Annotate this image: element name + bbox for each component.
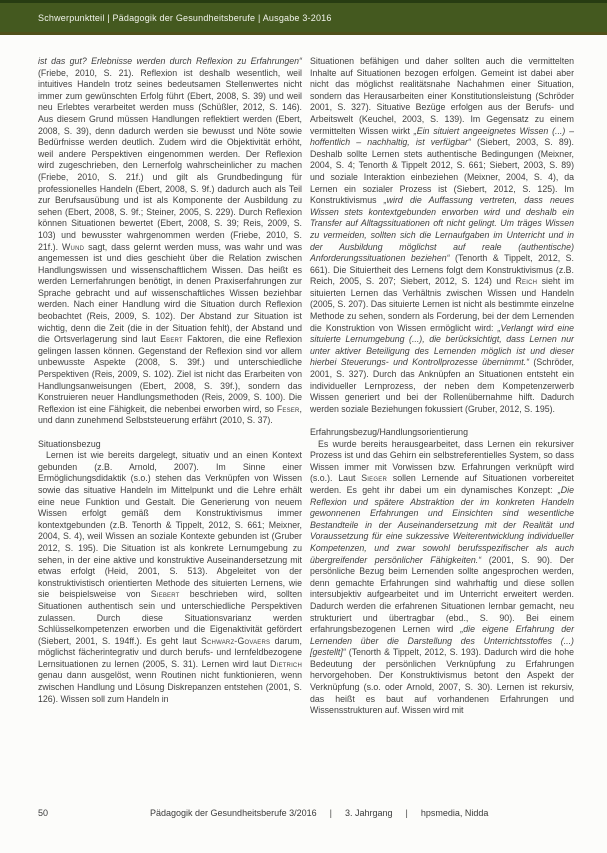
text-segment: Lernen ist wie bereits dargelegt, situativ und an einen Kontext gebunden (z.B. Arnold, 2007). Im Sinne einer Ermöglichungsdidaktik (s.o.) stehen das Verknüpfen von Wissen sowie das situative Handeln im Mittelpunkt und die Lehre erhält eine neue Funktion und Gestalt. Die Generierung von neuem Wissen erfolgt gemäß dem Konstruktivismus immer kontextgebunden (z.B. Tenorth & Tippelt, 2012, S. 661; Meixner, 2004, S. 4), weil Wissen an soziale Kontexte gebunden ist (Gruber 2012, S. 195). Die Situation ist als konkrete Lernumgebung zu sehen, in der eine aktive und konstruktive Auseinandersetzung mit etwas erfolgt (Heid, 2001, S. 513). Abgeleitet von der konstruktivistisch orientierten Methode des situierten Lernens, wie sie beispielsweise von [38, 450, 302, 600]
text-segment: Reich [515, 276, 538, 287]
text-segment: Schwarz-Govaers [200, 635, 271, 646]
text-segment: Situationen befähigen und daher sollten auch die vermittelten Inhalte auf Situationen bezogen erfolgen. Gemeint ist dabei aber nicht das möglichst realitätsnahe Nachahmen einer Situation, sondern das Herausarbeiten einer Konstitutionsleistung (Schröder 2001, S. 327). Situative Bezüge erfolgen aus der Berufs- und Arbeitswelt (Keuchel, 2003, S. 139). Im Gegensatz zu einem vermittelten Wissen wirkt [310, 56, 574, 136]
running-head: Schwerpunktteil | Pädagogik der Gesundheitsberufe | Ausgabe 3-2016 [38, 12, 332, 23]
text-segment: sagt, dass gelernt werden muss, was wahr und was angemessen ist und dies geschieht über die Relation zwischen Handlungswissen und wissenschaftlichem Wissen. Das heißt es werden Lernerfahrungen benötigt, in denen Praxiserfahrungen zur Sprache gebracht und auf wissenschaftliches Wissen beziehbar werden. Nach einer Handlung wird die Situation durch Reflexion beobachtet (Reis, 2009, S. 102). Der Abstand zur Situation ist wichtig, denn die Zeit (die in der Situation fehlt), der Abstand und die Ortsverlagerung sind laut [38, 241, 302, 345]
text-segment: (2001, S. 90). Der persönliche Bezug beim Lernenden sollte angesprochen werden, denn gemachte Erfahrungen sind wahrhaftig und diese sollen intersubjektiv aufgearbeitet und im Unterricht erweitert werden. Dadurch werden die erfahrenen Situationen lernbar gemacht, neu strukturiert und übertragbar (ebd., S. 90). Bei einem erfahrungsbezogenen Lernen wird [310, 554, 574, 635]
footer-publisher: hpsmedia, Nidda [420, 808, 489, 818]
text-segment: darum, möglichst fächerintegrativ und durch berufs- und lernfeldbezogene Lernsituationen zu lernen (2005, S. 31). Lernen wird laut [38, 635, 302, 669]
text-segment: „die eigene Erfahrung der Lernenden über die Darstellung des Unterrichtsstoffes (...) [gestellt]“ [310, 624, 574, 658]
text-segment: Wund [62, 241, 85, 252]
paragraph [310, 439, 574, 717]
text-segment: (Friebe, 2010, S. 21). Reflexion ist deshalb wesentlich, weil intuitives Handeln trotz seines bedeutsamen Stellenwertes nicht immer zum gewünschten Erfolg führt (Ebert, 2008, S. 39) und weil neu Erlebtes verarbeitet werden muss (Schüßler, 2012, S. 146). Aus diesem Grund müssen Handlungen reflektiert werden (Ebert, 2008, S. 39), denn dadurch werden sie bewusst und Nöte sowie Bedürfnisse werden deutlich. Zudem wird die Objektivität erhöht, weil andere Perspektiven eingenommen werden. Der Reflexion wird zugeschrieben, den Lernerfolg wahrscheinlicher zu machen (Friebe, 2010, S. 21f.) und gilt als Grundbedingung für professionelles Handeln (Ebert, 2008, S. 9f.) dadurch auch als Teil zur Berufsausübung und ist als Komponente der Ausbildung zu sehen (Ebert, 2008, S. 9f.; Steiner, 2005, S. 229). Durch Reflexion können Situationen bewertet (Ebert, 2008, S. 39; Reis, 2009, S. 103) und bewusster wahrgenommen werden (Friebe, 2010, S. 21f.). [38, 67, 302, 252]
footer-separator: | [405, 808, 408, 818]
text-column-right [310, 56, 574, 717]
text-segment: „Verlangt wird eine situierte Lernumgebung (...), die berücksichtigt, dass Lernen nur unter aktiver Beteiligung des Lernenden möglich ist und dieser hierbei Steuerungs- und Kontrollprozesse übernimmt.“ [310, 322, 574, 368]
page-number: 50 [38, 808, 49, 818]
page-body [38, 56, 574, 717]
text-segment: sieht im situierten Lernen das Verhältnis zwischen Wissen und Handeln (2005, S. 207). Das situierte Lernen ist nicht als bestimmte einzelne Methode zu sehen, sondern als Forderung, bei der dem Lernenden die Konstruktion von Wissen ermöglicht wird: [310, 276, 574, 333]
text-segment: Siebert [150, 589, 180, 600]
section-heading: Erfahrungsbezug/Handlungsorientierung [310, 427, 468, 437]
section-heading: Situationsbezug [38, 438, 101, 449]
paragraph [38, 56, 302, 427]
text-segment: Faktoren, die eine Reflexion gelingen lassen können. Gegenstand der Reflexion sind vor allem unbewusste Aspekte (2008, S. 39f.) und unterschiedliche Perspektiven (Reis, 2009, S. 102). Ziel ist nicht das Erarbeiten von Handlungsanweisungen (Ebert, 2008, S. 39f.), sondern das Konstruieren neuer Handlungsmethoden (Reis, 2009, S. 100). Die Reflexion ist eine Fähigkeit, die nebenbei erworben wird, so [38, 334, 302, 414]
page-header-bar [0, 0, 607, 35]
paragraph [310, 56, 574, 415]
footer-imprint [150, 808, 574, 818]
footer-journal-title: Pädagogik der Gesundheitsberufe 3/2016 [150, 808, 317, 818]
text-segment: „Ein situiert angeeignetes Wissen (...) – hoffentlich – nachhaltig, ist verfügbar“ [310, 125, 574, 148]
text-segment: , und dann zunehmend Selbststeuerung erfährt (2010, S. 37). [38, 403, 302, 426]
text-column-left [38, 56, 302, 717]
text-segment: sollen Lernende auf Situationen vorbereitet werden. Es geht ihr dabei um ein dynamisches Konzept: [310, 473, 574, 495]
text-segment: Es wurde bereits herausgearbeitet, dass Lernen ein rekursiver Prozess ist und das Gehirn ein selbstreferentielles System, so dass Wissen immer mit Vorwissen bzw. Erfahrungen verknüpft wird (s.o.). Laut [310, 438, 574, 484]
page-footer [38, 808, 574, 818]
text-segment: genau dann ausgelöst, wenn Routinen nicht funktionieren, wenn zwischen Handlung und Lösung Diskrepanzen entstehen (2001, S. 126). Wissen soll zum Handeln in [38, 670, 302, 704]
text-segment: Feser [276, 403, 300, 414]
text-segment: (Tenorth & Tippelt, 2012, S. 661). Die Situiertheit des Lernens folgt dem Konstruktivismus (z.B. Reich, 2005, S. 207; Siebert, 2012, S. 124) und [310, 253, 574, 287]
text-segment: (Siebert, 2003, S. 89). Deshalb sollte Lernen stets authentische Bedingungen (Meixner, 2004, S. 4; Tenorth & Tippelt 2012, S. 661; Siebert, 2003, S. 89) und soziale Interaktion einbeziehen (Meixner, 2004, S. 4), da Lernen ein sozialer Prozess ist (Siebert, 2012, S. 125). Im Konstruktivismus [310, 137, 574, 206]
paragraph [38, 450, 302, 705]
text-segment: „Die Reflexion und spätere Abstraktion der im konkreten Handeln gewonnenen Erfahrungen und Einsichten sind wesentliche Bestandteile in der Auseinandersetzung mit der Realität und Voraussetzung für eine sukzessive Weiterentwicklung individueller Kompetenzen, und zwar sowohl berufsspezifischer als auch übergreifender persönlicher Fähigkeiten.“ [310, 484, 574, 565]
text-segment: (Tenorth & Tippelt, 2012, S. 193). Dadurch wird die hohe Bedeutung der persönlichen Verknüpfung zu Erfahrungen hervorgehoben. Der Konstruktivismus betont den Aspekt der Verknüpfung (s.o. oder Arnold, 2007, S. 30). Lernen ist rekursiv, das heißt es baut auf vorhandenen Erfahrungen und Wissensstrukturen auf. Wissen wird mit [310, 647, 574, 716]
text-segment: beschrieben wird, sollten Situationen authentisch sein und unterschiedliche Perspektiven zulassen. Durch diese Situationsvarianz werden Schlüsselkompetenzen erworben und die Eigenaktivität gefördert (Siebert, 2001, S. 194ff.). Es geht laut [38, 589, 302, 646]
text-segment: (Schröder, 2001, S. 327). Durch das Anknüpfen an Situationen entsteht ein individueller Lernprozess, der neben dem Kompetenzerwerb Wissen generiert und bei der Rollenübernahme hilft. Dadurch werden soziale Beziehungen fokussiert (Gruber, 2012, S. 195). [310, 357, 575, 414]
footer-volume: 3. Jahrgang [344, 808, 393, 818]
text-segment: „wird die Auffassung vertreten, dass neues Wissen stets kontextgebunden erworben wird und deshalb ein Transfer auf Alltagssituationen oft nicht gelingt. Um träges Wissen zu vermeiden, sollten sich die Lernaufgaben im Unterricht und in der Ausbildung möglichst auf reale (authentische) Anforderungssituationen beziehen“ [310, 195, 574, 264]
text-segment: Dietrich [270, 658, 302, 669]
text-segment: ist das gut? Erlebnisse werden durch Reflexion zu Erfahrungen“ [38, 56, 302, 66]
text-segment: Sieger [361, 473, 387, 484]
text-segment: Ebert [160, 334, 183, 345]
footer-separator: | [329, 808, 332, 818]
